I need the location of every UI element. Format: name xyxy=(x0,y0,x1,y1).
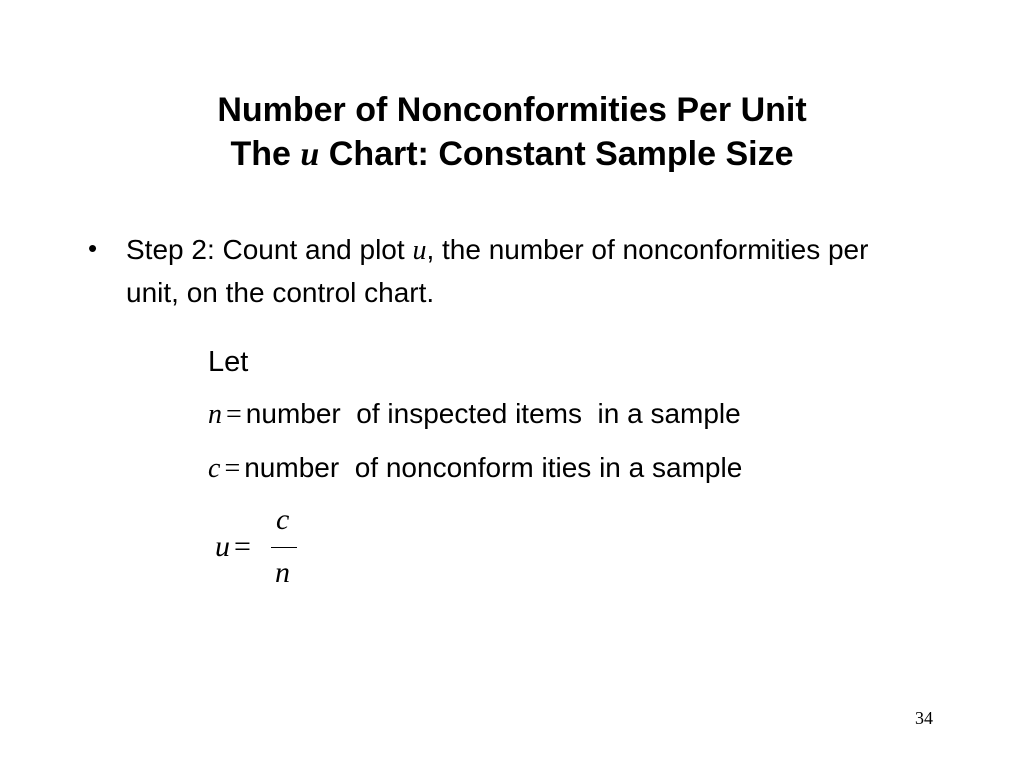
bullet-text-suffix: , the number of nonconformities per unit, on the control chart. xyxy=(126,234,869,308)
formula-lhs xyxy=(215,530,255,564)
bullet-text-prefix: Step 2: Count and plot xyxy=(126,234,413,265)
definition-n-text: number of inspected items in a sample xyxy=(245,398,741,429)
bullet-variable-u: u xyxy=(412,235,427,266)
let-label: Let xyxy=(208,346,249,378)
page-number: 34 xyxy=(915,708,933,728)
definition-n-equals: = xyxy=(226,399,242,430)
title-line-2-suffix: Chart: Constant Sample Size xyxy=(319,135,794,173)
definition-c xyxy=(208,452,742,485)
title-line-2 xyxy=(0,132,1024,177)
formula-equals: = xyxy=(234,530,251,563)
bullet-symbol: • xyxy=(88,233,98,263)
title-line-1: Number of Nonconformities Per Unit xyxy=(217,91,807,129)
definition-n-variable: n xyxy=(208,399,222,430)
definition-c-text: number of nonconform ities in a sample xyxy=(244,452,743,483)
formula-numerator: c xyxy=(276,503,290,536)
bullet-text xyxy=(126,229,886,314)
formula-denominator: n xyxy=(275,556,290,589)
definition-c-equals: = xyxy=(224,453,241,484)
title-variable-u: u xyxy=(300,136,320,173)
slide-title xyxy=(0,88,1024,177)
title-line-2-prefix: The xyxy=(230,135,301,173)
definition-c-variable: c xyxy=(208,453,221,484)
fraction-bar xyxy=(271,547,297,548)
definition-n xyxy=(208,398,741,431)
formula-variable-u: u xyxy=(215,530,230,563)
